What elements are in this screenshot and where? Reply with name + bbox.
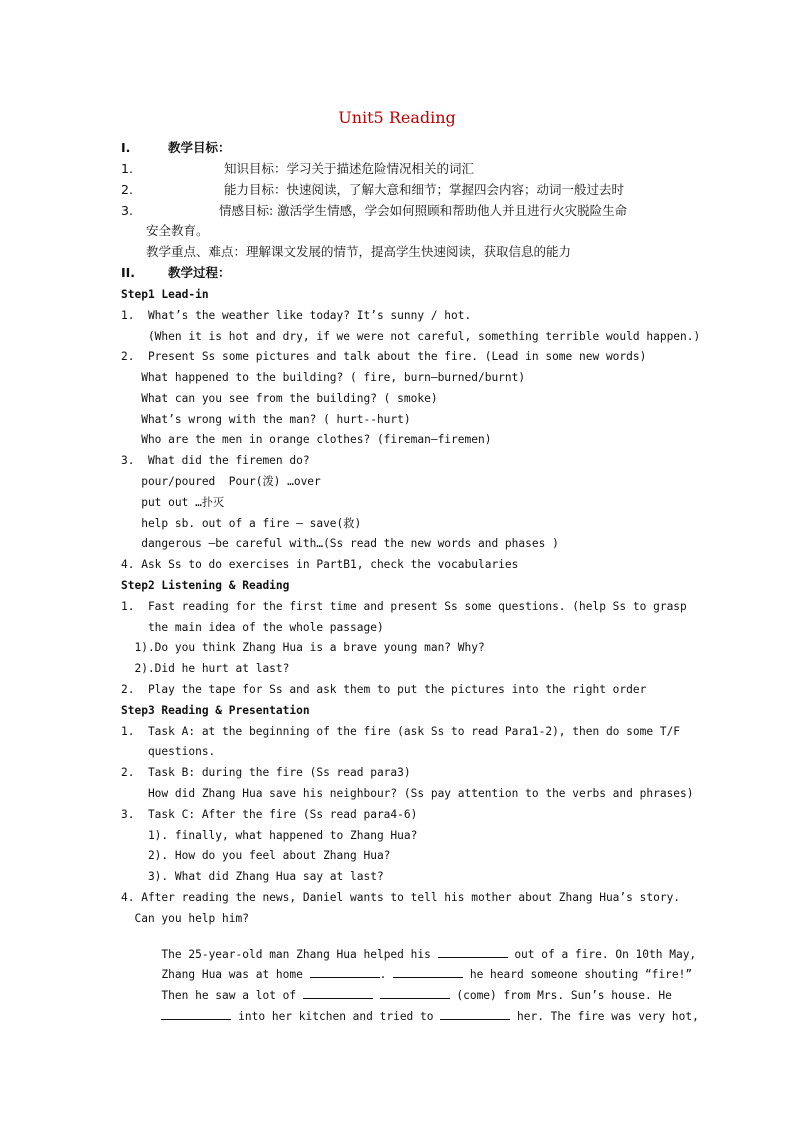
passage-text: he heard someone shouting “fire!” (463, 968, 693, 981)
objective-3-continuation: 安全教育。 (146, 223, 209, 238)
section-1-number: I. (121, 140, 131, 155)
objective-2-text: 能力目标：快速阅读，了解大意和细节；掌握四会内容；动词一般过去时 (224, 182, 625, 197)
step1-line: 3. What did the firemen do? (121, 454, 310, 467)
objective-1-number: 1. (121, 161, 133, 176)
step1-line: What’s wrong with the man? ( hurt--hurt) (121, 413, 411, 426)
passage-text: her. The fire was very hot, (510, 1010, 699, 1023)
step1-line: (When it is hot and dry, if we were not careful, something terrible would happen.) (121, 330, 701, 343)
step2-line: 2. Play the tape for Ss and ask them to put the pictures into the right order (121, 683, 647, 696)
step1-line: dangerous —be careful with…(Ss read the new words and phases ) (121, 537, 559, 550)
step1-line: 1. What’s the weather like today? It’s sunny / hot. (121, 309, 472, 322)
step3-line: How did Zhang Hua save his neighbour? (Ss pay attention to the verbs and phrases) (121, 787, 694, 800)
fill-blank[interactable] (440, 1009, 510, 1020)
section-2-heading: 教学过程： (168, 265, 231, 280)
step1-line: put out …扑灭 (121, 496, 225, 509)
passage-line-4 (121, 995, 699, 1038)
step2-line: 1).Do you think Zhang Hua is a brave young man? Why? (121, 641, 485, 654)
step3-line: 2). How do you feel about Zhang Hua? (121, 849, 391, 862)
passage-text: out of a fire. On 10th May, (507, 948, 697, 961)
section-2-number: II. (121, 265, 136, 280)
objective-1-text: 知识目标：学习关于描述危险情况相关的词汇 (224, 161, 475, 176)
step3-line: 3. Task C: After the fire (Ss read para4-6) (121, 808, 418, 821)
step3-line: Can you help him? (121, 912, 249, 925)
step1-heading: Step1 Lead-in (121, 288, 209, 301)
passage-text: Zhang Hua was at home (147, 968, 310, 981)
step2-line: 1. Fast reading for the first time and present Ss some questions. (help Ss to grasp (121, 600, 687, 613)
step1-line: 4. Ask Ss to do exercises in PartB1, check the vocabularies (121, 558, 519, 571)
objective-2-number: 2. (121, 182, 133, 197)
objective-3-number: 3. (121, 203, 133, 218)
step1-line: pour/poured Pour(泼) …over (121, 475, 321, 488)
passage-text: Then he saw a lot of (147, 989, 303, 1002)
step3-line: 3). What did Zhang Hua say at last? (121, 870, 384, 883)
step1-line: Who are the men in orange clothes? (fireman—firemen) (121, 433, 492, 446)
passage-text: into her kitchen and tried to (231, 1010, 441, 1023)
page-title: Unit5 Reading (338, 108, 456, 127)
passage-text (148, 1010, 161, 1023)
step2-line: 2).Did he hurt at last? (121, 662, 290, 675)
section-1-heading: 教学目标： (168, 140, 231, 155)
passage-text: (come) from Mrs. Sun’s house. He (449, 989, 672, 1002)
objective-3-text: 情感目标: 激活学生情感，学会如何照顾和帮助他人并且进行火灾脱险生命 (219, 203, 628, 218)
step3-line: 1. Task A: at the beginning of the fire (ask Ss to read Para1-2), then do some T/F (121, 725, 681, 738)
step3-heading: Step3 Reading & Presentation (121, 704, 310, 717)
step1-line: 2. Present Ss some pictures and talk about the fire. (Lead in some new words) (121, 350, 647, 363)
step3-line: 2. Task B: during the fire (Ss read para3) (121, 766, 411, 779)
step3-line: questions. (121, 745, 216, 758)
step2-heading: Step2 Listening & Reading (121, 579, 290, 592)
step2-line: the main idea of the whole passage) (121, 621, 384, 634)
step3-line: 1). finally, what happened to Zhang Hua? (121, 829, 418, 842)
step1-line: help sb. out of a fire — save(救) (121, 517, 362, 530)
key-points: 教学重点、难点：理解课文发展的情节，提高学生快速阅读，获取信息的能力 (146, 244, 572, 259)
step1-line: What can you see from the building? ( smoke) (121, 392, 438, 405)
passage-text: The 25-year-old man Zhang Hua helped his (147, 948, 438, 961)
step3-line: 4. After reading the news, Daniel wants to tell his mother about Zhang Hua’s story. (121, 891, 681, 904)
passage-text: . (379, 968, 394, 981)
step1-line: What happened to the building? ( fire, burn—burned/burnt) (121, 371, 526, 384)
fill-blank[interactable] (161, 1009, 231, 1020)
